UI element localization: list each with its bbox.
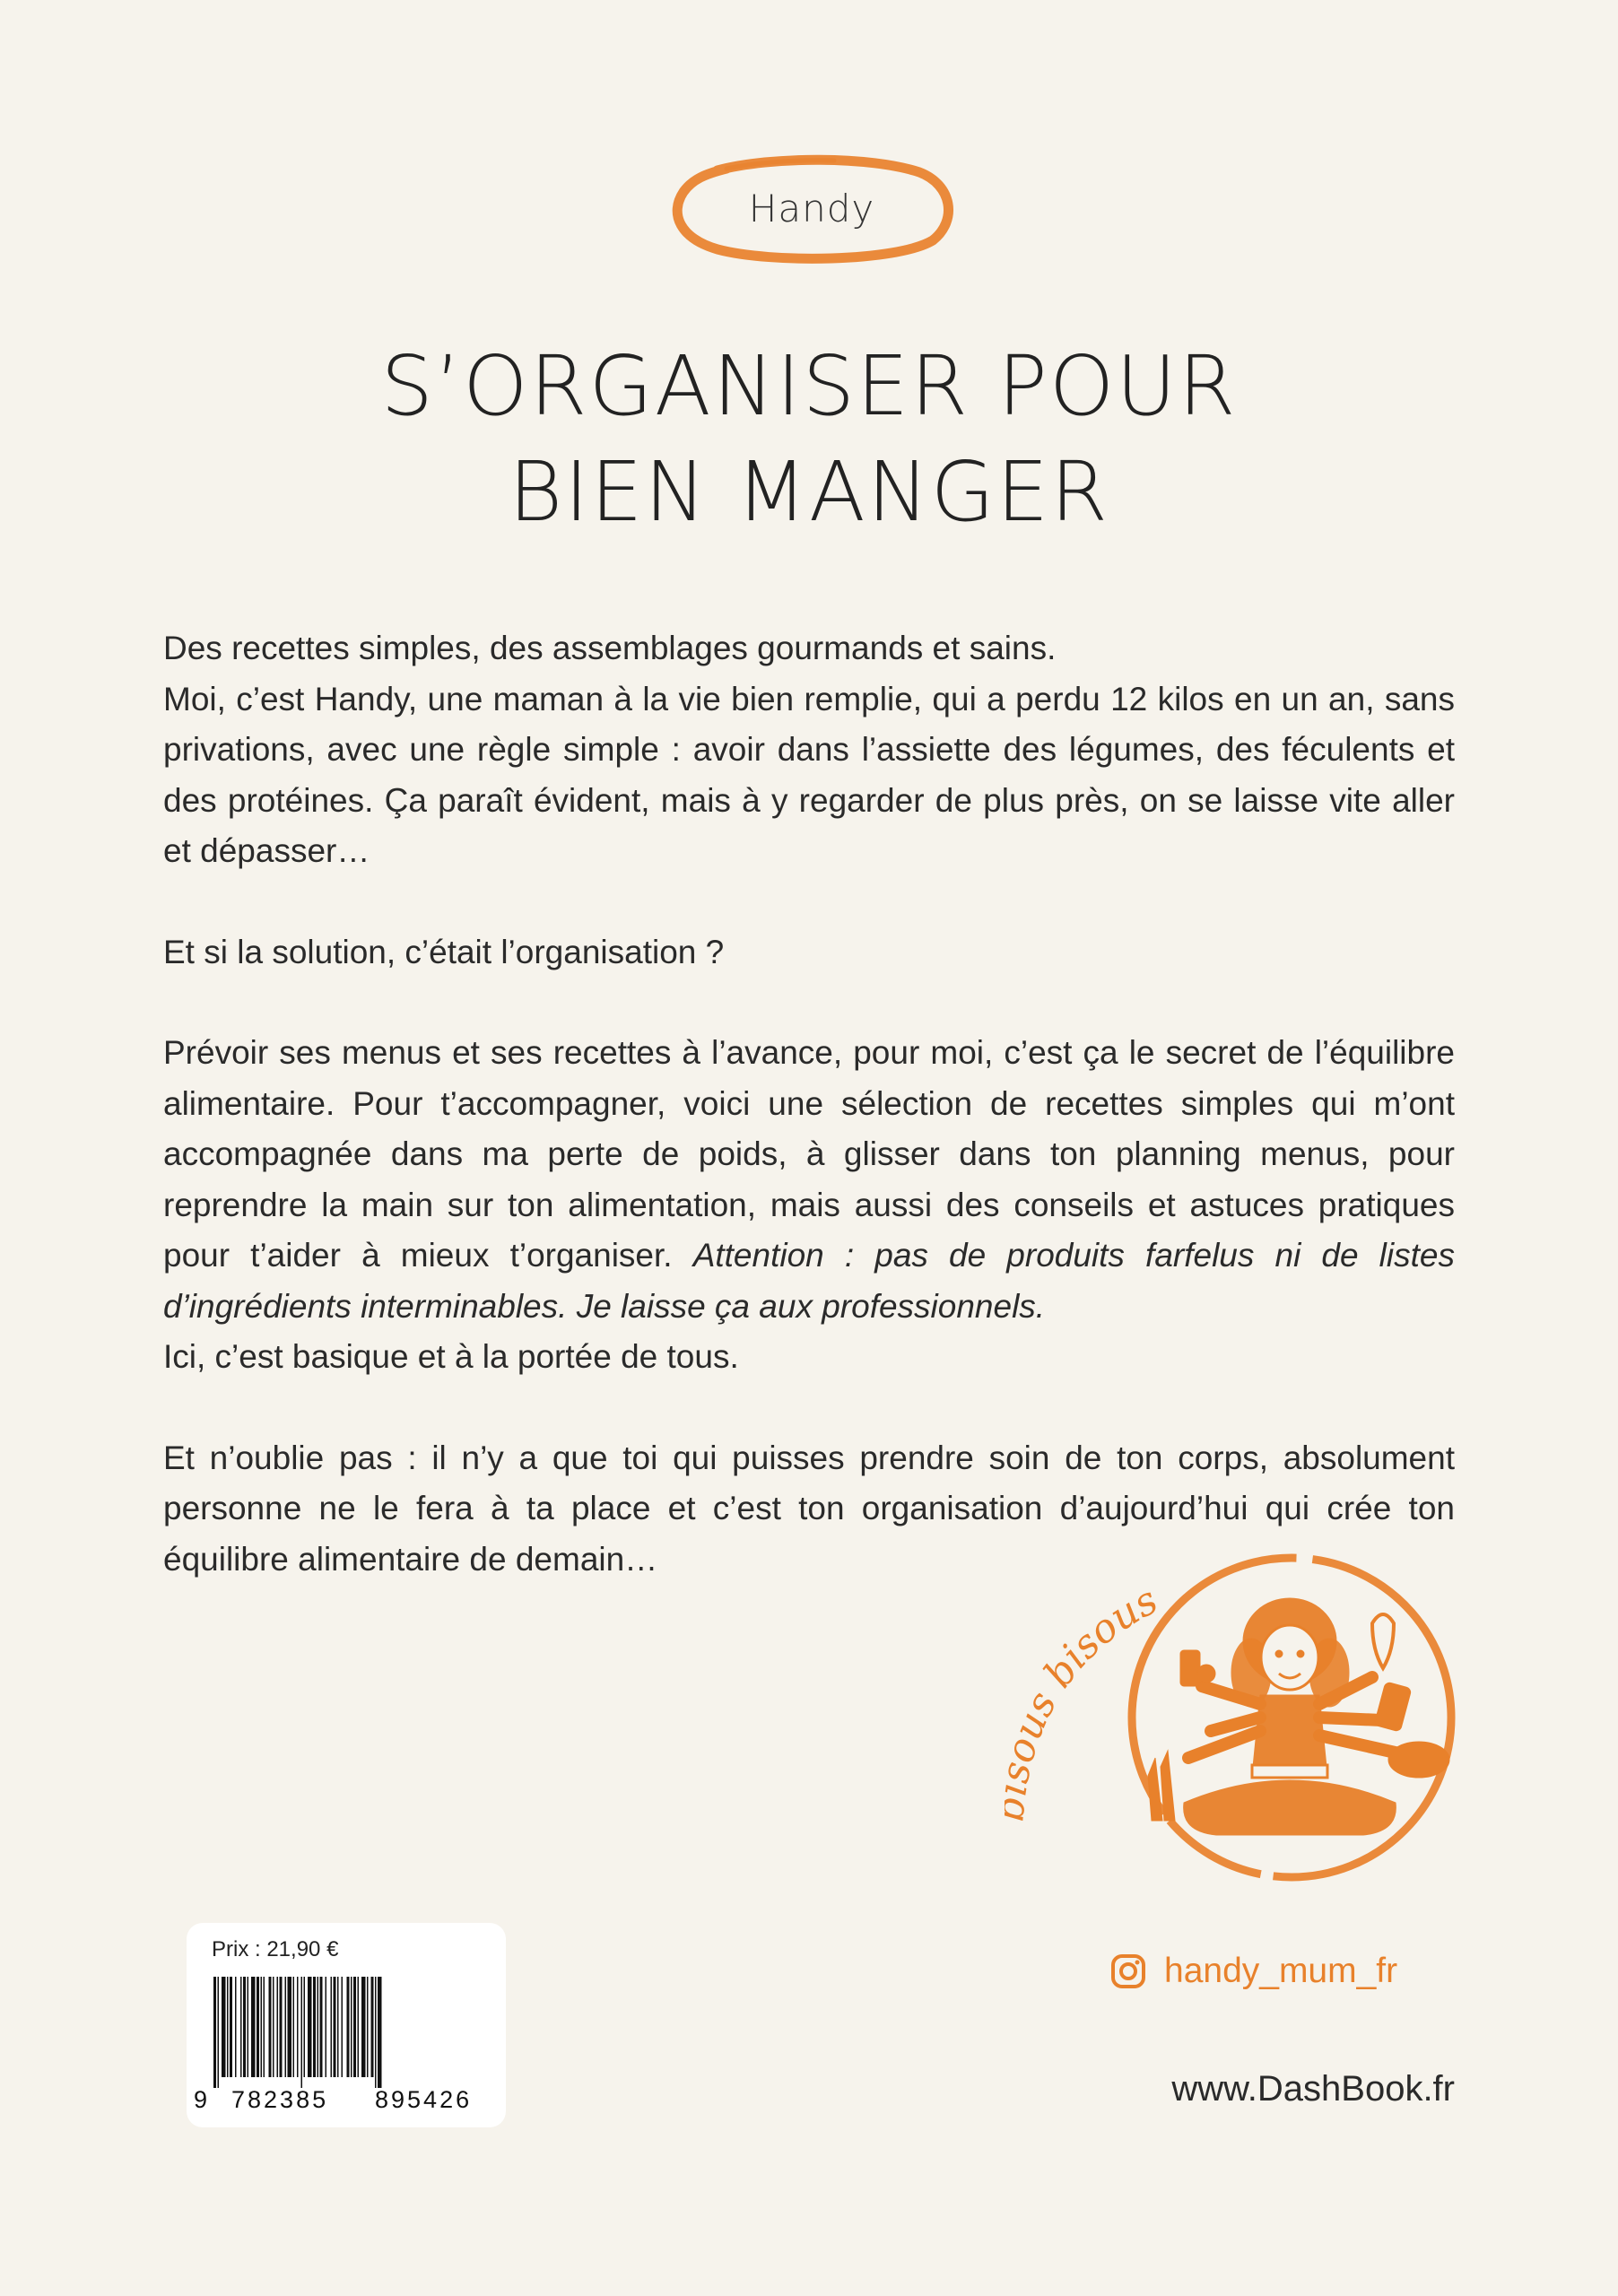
barcode-bar: [227, 1977, 229, 2077]
isbn-lead-digit: 9: [194, 2086, 211, 2113]
barcode-bar: [318, 1977, 319, 2077]
instagram-link[interactable]: [1110, 1946, 1397, 1996]
barcode-bar: [358, 1977, 360, 2077]
barcode-bar: [293, 1977, 295, 2077]
barcode-bar: [261, 1977, 263, 2077]
barcode-bar: [353, 1977, 356, 2077]
barcode-bar: [342, 1977, 344, 2077]
bisous-stamp: [1005, 1516, 1471, 1892]
stamp-illustration-icon: [1005, 1516, 1471, 1892]
barcode-bar: [326, 1977, 327, 2077]
barcode-box: [187, 1923, 506, 2127]
barcode-bar: [218, 1977, 220, 2088]
barcode-bar: [361, 1977, 366, 2077]
paragraph-intro: [163, 623, 1455, 877]
barcode-bar: [280, 1977, 283, 2077]
barcode-bar: [213, 1977, 216, 2088]
barcode-bar: [222, 1977, 226, 2077]
barcode-bar: [331, 1977, 333, 2077]
instagram-icon: [1110, 1953, 1146, 1989]
barcode-bar: [367, 1977, 369, 2077]
intro-line-2: Moi, c’est Handy, une maman à la vie bien remplie, qui a perdu 12 kilos en un an, sans privations, avec une règle simple : avoir dans l’assiette des légumes, des féculents et des protéines. Ça paraît évident, mais à y regarder de plus près, on se laisse vite aller et dépasser…: [163, 680, 1455, 869]
barcode-bar: [288, 1977, 292, 2077]
barcode-bar: [285, 1977, 287, 2077]
barcode-bar: [277, 1977, 279, 2077]
paragraph-conclusion: Et n’oublie pas : il n’y a que toi qui puisses prendre soin de ton corps, absolument personne ne le fera à ta place et c’est ton organisation d’aujourd’hui qui crée ton équilibre alimentaire de demain…: [163, 1439, 1455, 1578]
barcode-bar: [297, 1977, 299, 2077]
isbn-right-digits: 895426: [375, 2086, 473, 2113]
organisation-last: Ici, c’est basique et à la portée de tous.: [163, 1338, 739, 1375]
instagram-handle: handy_mum_fr: [1164, 1952, 1398, 1990]
isbn-digits: [194, 2086, 499, 2114]
barcode-bar: [273, 1977, 274, 2077]
barcode-bar: [257, 1977, 259, 2077]
organisation-text: Prévoir ses menus et ses recettes à l’avance, pour moi, c’est ça le secret de l’équilibre alimentaire. Pour t’accompagner, voici une sélection de recettes simples qui m’ont accompagnée dans ma perte de poids, à glisser dans ton planning menus, pour reprendre la main sur ton alimentation, mais aussi des conseils et astuces pratiques pour t’aider à mieux t’organiser.: [163, 1034, 1455, 1274]
barcode-bar: [375, 1977, 377, 2088]
barcode-icon: [213, 1977, 483, 2088]
barcode-bar: [230, 1977, 232, 2077]
paragraph-organisation: [163, 1028, 1455, 1383]
barcode-bar: [235, 1977, 237, 2077]
barcode-bar: [371, 1977, 374, 2077]
barcode-bar: [347, 1977, 350, 2077]
barcode-bar: [337, 1977, 339, 2077]
barcode-bar: [248, 1977, 249, 2077]
title-line-2: BIEN MANGER: [508, 444, 1110, 540]
isbn-left-digits: 782385: [231, 2086, 329, 2113]
barcode-bar: [378, 1977, 382, 2088]
price-label: Prix : 21,90 €: [212, 1937, 339, 1961]
back-cover-blurb: [163, 623, 1455, 1635]
stamp-text: us bisous: [1005, 1577, 1165, 1746]
publisher-website[interactable]: www.DashBook.fr: [1171, 2069, 1455, 2109]
author-name: Handy: [748, 187, 875, 230]
organisation-italic: Attention : pas de produits farfelus ni de listes d’ingrédients interminables. Je laisse ça aux professionnels.: [163, 1237, 1455, 1325]
barcode-bar: [251, 1977, 256, 2077]
book-title: [0, 334, 1618, 545]
intro-line-1: Des recettes simples, des assemblages gourmands et sains.: [163, 630, 1057, 666]
barcode-bar: [240, 1977, 242, 2077]
barcode-bar: [313, 1977, 316, 2077]
barcode-bar: [243, 1977, 246, 2077]
barcode-bar: [269, 1977, 272, 2077]
title-line-1: S’ORGANISER POUR: [380, 338, 1238, 434]
barcode-bar: [304, 1977, 306, 2077]
barcode-bar: [351, 1977, 352, 2077]
barcode-bar: [264, 1977, 265, 2077]
barcode-bar: [320, 1977, 323, 2077]
barcode-bar: [308, 1977, 312, 2077]
author-badge: [664, 151, 960, 267]
barcode-bar: [301, 1977, 303, 2088]
paragraph-question: Et si la solution, c’était l’organisation ?: [163, 933, 725, 970]
barcode-bar: [334, 1977, 336, 2077]
